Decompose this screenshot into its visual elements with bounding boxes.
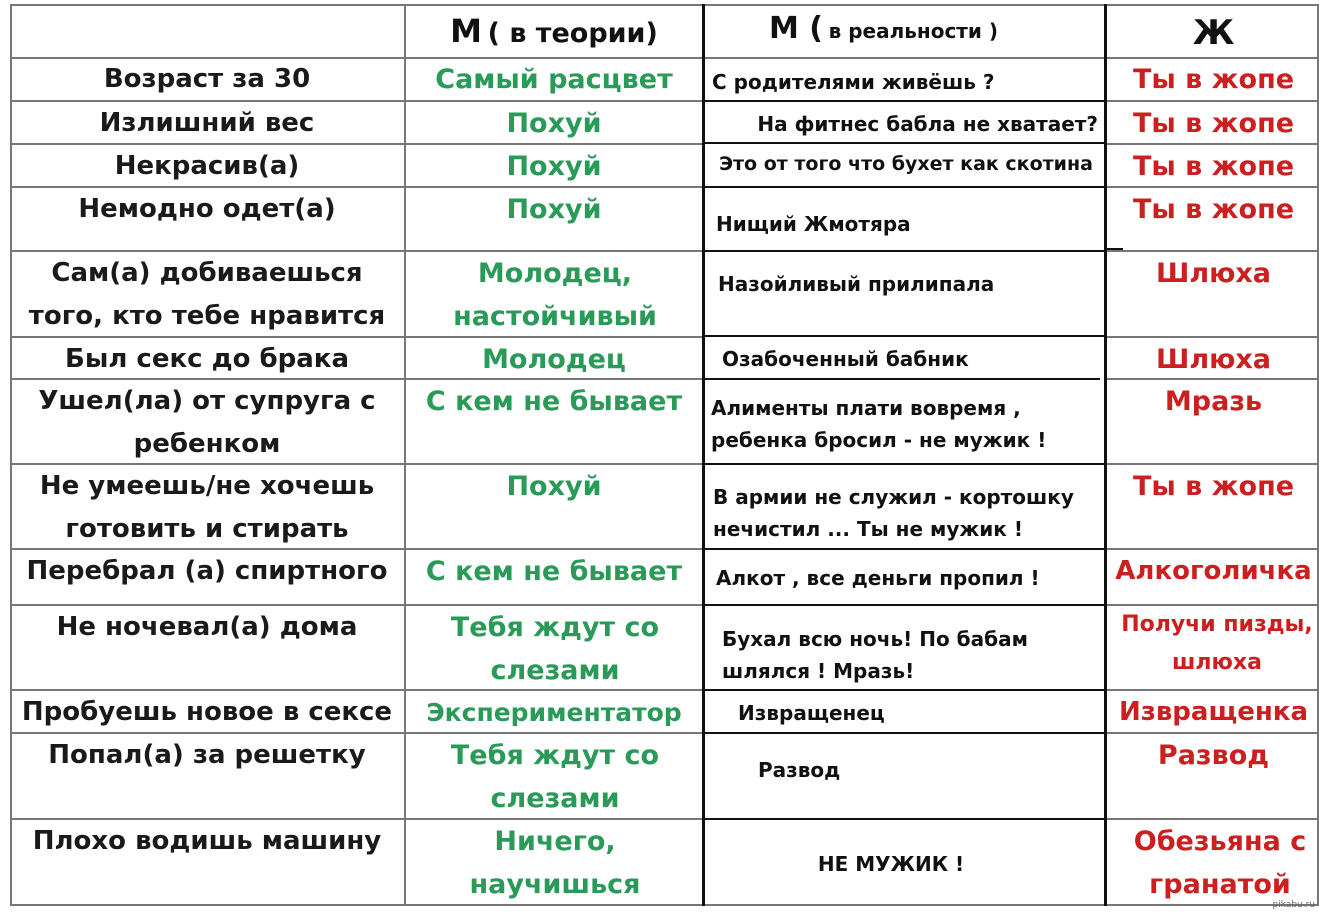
grid-line [1107, 143, 1319, 145]
reality-cell: Нищий Жмотяра [716, 212, 911, 236]
grid-line [10, 904, 1319, 906]
grid-line [10, 336, 705, 338]
situation-cell: Возраст за 30 [103, 64, 311, 94]
grid-line [702, 4, 705, 906]
grid-line [705, 335, 1107, 337]
reality-cell: Развод [758, 758, 841, 782]
grid-line [10, 378, 705, 380]
grid-line [10, 548, 705, 550]
situation-cell: Перебрал (а) спиртного [26, 556, 388, 586]
grid-line [705, 250, 1107, 252]
reality-cell: НЕ МУЖИК ! [817, 852, 965, 876]
reality-cell: На фитнес бабла не хватает? [757, 112, 1098, 136]
grid-line [1107, 463, 1319, 465]
grid-line [705, 732, 1107, 734]
grid-line [10, 463, 705, 465]
woman-cell: Алкоголичка [1115, 556, 1312, 586]
watermark: pikabu.ru [1272, 900, 1315, 910]
situation-cell: Попал(а) за решетку [48, 740, 366, 770]
woman-cell: Ты в жопе [1132, 194, 1295, 225]
theory-cell: Молодец [482, 344, 626, 375]
grid-line [404, 4, 406, 906]
header-col3-sub: в реальности ) [828, 19, 999, 43]
grid-line [1107, 378, 1319, 380]
situation-cell: Немодно одет(а) [78, 194, 336, 224]
reality-cell: Озабоченный бабник [722, 347, 969, 371]
theory-cell: С кем не бывает [425, 556, 683, 587]
grid-line [10, 689, 705, 691]
grid-line [705, 689, 1107, 691]
situation-cell: Ушел(ла) от супруга с ребенком [38, 386, 376, 459]
header-col2-sub: ( в теории) [487, 18, 658, 49]
situation-cell: Не ночевал(а) дома [56, 612, 358, 642]
grid-line [1107, 732, 1319, 734]
reality-cell: В армии не служил - кортошку нечистил ... Ты не мужик ! [713, 485, 1074, 541]
grid-line [1107, 548, 1319, 550]
grid-line [10, 186, 705, 188]
theory-cell: Похуй [506, 151, 602, 182]
situation-cell: Некрасив(а) [114, 151, 300, 181]
woman-cell: Шлюха [1155, 258, 1271, 289]
header-col4: Ж [1192, 13, 1235, 53]
grid-line [705, 463, 1107, 465]
grid-line [705, 378, 1100, 380]
woman-cell: Ты в жопе [1132, 151, 1295, 182]
header-col3-main: М ( [769, 11, 824, 46]
header-col2 [405, 6, 703, 56]
theory-cell: Похуй [506, 108, 602, 139]
theory-cell: Похуй [506, 471, 602, 502]
grid-line [10, 4, 12, 906]
theory-cell: Самый расцвет [435, 64, 673, 95]
theory-cell: Тебя ждут со слезами [450, 740, 660, 814]
woman-cell: Получи пизды, шлюха [1121, 612, 1313, 675]
grid-line [1107, 604, 1319, 606]
grid-line [1107, 336, 1319, 338]
reality-cell: Бухал всю ночь! По бабам шлялся ! Мразь! [722, 627, 1028, 683]
grid-line [1107, 689, 1319, 691]
grid-line [10, 4, 1319, 6]
grid-line [10, 143, 705, 145]
situation-cell: Излишний вес [99, 108, 315, 138]
grid-line [705, 548, 1107, 550]
situation-cell: Плохо водишь машину [32, 826, 382, 856]
grid-line [10, 604, 705, 606]
situation-cell: Пробуешь новое в сексе [21, 697, 393, 727]
reality-cell: Это от того что бухет как скотина [719, 153, 1093, 175]
theory-cell: Молодец, настойчивый [453, 258, 657, 332]
theory-cell: С кем не бывает [425, 386, 683, 417]
situation-cell: Не умеешь/не хочешь готовить и стирать [39, 471, 375, 544]
reality-cell: Назойливый прилипала [718, 272, 995, 296]
theory-cell: Тебя ждут со слезами [450, 612, 660, 686]
reality-cell: С родителями живёшь ? [712, 70, 995, 94]
woman-cell: Шлюха [1155, 344, 1271, 375]
woman-cell: Обезьяна с гранатой [1133, 826, 1307, 900]
grid-line [1104, 4, 1107, 906]
grid-line [705, 186, 1107, 188]
woman-cell: Ты в жопе [1132, 64, 1295, 95]
reality-cell: Алкот , все деньги пропил ! [716, 566, 1040, 590]
grid-line [10, 818, 705, 820]
woman-cell: Извращенка [1118, 697, 1308, 727]
grid-line [1107, 250, 1319, 252]
reality-cell: Извращенец [738, 701, 885, 725]
grid-line [10, 250, 705, 252]
theory-cell: Ничего, научишься [469, 826, 641, 900]
woman-cell: Мразь [1164, 386, 1263, 417]
grid-line [10, 100, 705, 102]
grid-line [1107, 186, 1319, 188]
grid-line [1107, 818, 1319, 820]
grid-line [1107, 100, 1319, 102]
grid-line [705, 818, 1107, 820]
header-col3 [705, 6, 1105, 56]
grid-line [705, 100, 1107, 102]
woman-cell: Ты в жопе [1132, 471, 1295, 502]
grid-line [705, 142, 1107, 144]
header-col2-main: М [450, 12, 482, 50]
woman-cell: Ты в жопе [1132, 108, 1295, 139]
grid-line [10, 732, 705, 734]
theory-cell: Экспериментатор [426, 698, 682, 727]
woman-cell: Развод [1157, 740, 1270, 771]
situation-cell: Сам(а) добиваешься того, кто тебе нравится [28, 258, 386, 331]
situation-cell: Был секс до брака [65, 344, 349, 374]
grid-line [705, 604, 1107, 606]
reality-cell: Алименты плати вовремя , ребенка бросил - не мужик ! [711, 396, 1047, 452]
theory-cell: Похуй [506, 194, 602, 225]
grid-line [10, 57, 1319, 59]
